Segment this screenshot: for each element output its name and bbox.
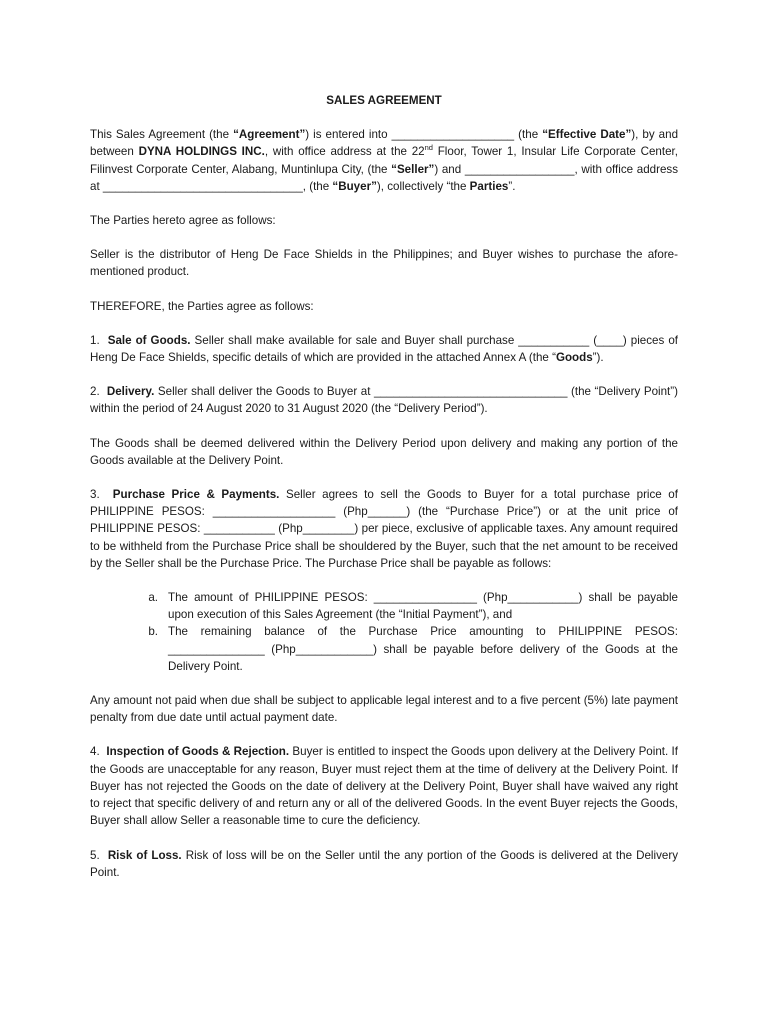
section-heading: Sale of Goods. [107, 333, 191, 347]
intro-paragraph [90, 126, 678, 195]
section-text: Buyer is entitled to inspect the Goods upon delivery at the Delivery Point. If the Goods are unacceptable for any reason, Buyer must reject them at the time of delivery at the Delivery Point. If Buyer has not rejected the Goods on the date of delivery at the Delivery Point, Buyer shall have waived any right to reject that specific delivery of and return any or all of the delivered Goods. In the event Buyer rejects the Goods, Buyer shall allow Seller a reasonable time to cure the deficiency. [90, 745, 678, 828]
section-1-sale-of-goods [90, 332, 678, 366]
recital-paragraph: Seller is the distributor of Heng De Face Shields in the Philippines; and Buyer wishes to purchase the afore-mentioned product. [90, 248, 678, 279]
buyer-term: “Buyer” [332, 179, 377, 193]
intro-text: Floor, Tower 1, Insular Life Corporate Center, Filinvest Corporate Center, Alabang, Muntinlupa City, (the [90, 145, 678, 176]
section-heading: Delivery. [106, 385, 155, 399]
section-heading: Purchase Price & Payments. [112, 488, 280, 502]
document-title: SALES AGREEMENT [326, 94, 442, 107]
list-item [90, 623, 678, 675]
agreement-term: “Agreement” [233, 128, 306, 142]
agree-line: The Parties hereto agree as follows: [90, 214, 276, 228]
section-number: 4. [90, 745, 100, 759]
section-number: 1. [90, 333, 100, 347]
therefore-line: THEREFORE, the Parties agree as follows: [90, 299, 314, 313]
agreement-body [90, 92, 678, 898]
section-text: Seller agrees to sell the Goods to Buyer for a total purchase price of PHILIPPINE PESOS: ___________________ (Php______) (the “Purchase Price”) or at the unit price of PHILIPPINE PESOS: ___________ (Php________) per piece, exclusive of applicable taxes. Any amount required to be withheld from the Purchase Price shall be shouldered by the Buyer, such that the net amount to be received by the Seller shall be the Purchase Price. The Purchase Price shall be payable as follows: [90, 488, 678, 570]
section-text: Risk of loss will be on the Seller until the any portion of the Goods is delivered at the Delivery Point. [90, 848, 678, 879]
section-4-inspection [90, 743, 678, 829]
section-2-delivery [90, 383, 678, 417]
effective-date-term: “Effective Date” [542, 128, 632, 142]
late-payment-paragraph: Any amount not paid when due shall be subject to applicable legal interest and to a five percent (5%) late payment penalty from due date until actual payment date. [90, 694, 678, 725]
intro-text: ) and _________________, with office address at _______________________________, (the [90, 162, 678, 193]
parties-term: Parties [469, 179, 509, 193]
section-3-purchase-price [90, 486, 678, 572]
list-marker: b. [148, 625, 158, 639]
section-text: Seller shall make available for sale and Buyer shall purchase ___________ (____) pieces of Heng De Face Shields, specific details of which are provided in the attached Annex A (the “ [90, 333, 678, 365]
section-number: 5. [90, 848, 100, 862]
goods-term: Goods [555, 351, 593, 365]
intro-text: ”. [508, 179, 516, 193]
section-number: 2. [90, 385, 100, 399]
intro-text: ), by and between [90, 128, 679, 159]
list-item-text: The remaining balance of the Purchase Price amounting to PHILIPPINE PESOS: _______________ (Php____________) shall be payable before delivery of the Goods at the Delivery Point. [168, 625, 678, 673]
list-item-text: The amount of PHILIPPINE PESOS: ________________ (Php___________) shall be payable upon execution of this Sales Agreement (the “Initial Payment”), and [168, 591, 678, 622]
section-heading: Inspection of Goods & Rejection. [106, 745, 290, 759]
section-number: 3. [90, 488, 100, 502]
list-item [90, 589, 678, 623]
delivery-deemed-paragraph: The Goods shall be deemed delivered within the Delivery Period upon delivery and making any portion of the Goods available at the Delivery Point. [90, 436, 678, 467]
seller-term: “Seller” [391, 162, 435, 176]
section-text: Seller shall deliver the Goods to Buyer at ______________________________ (the “Delivery Point”) within the period of 24 August 2020 to 31 August 2020 (the “Delivery Period”). [90, 385, 678, 416]
payment-schedule-list [90, 589, 678, 675]
intro-text: ), collectively “the [376, 179, 470, 193]
floor-ordinal-suffix: nd [424, 142, 433, 152]
intro-text: This Sales Agreement (the [90, 128, 234, 142]
seller-company-name: DYNA HOLDINGS INC. [138, 145, 265, 159]
section-heading: Risk of Loss. [107, 848, 182, 862]
list-marker: a. [148, 591, 158, 605]
intro-text: , with office address at the 22 [264, 145, 425, 159]
intro-text: ) is entered into ___________________ (the [305, 128, 543, 142]
section-text: ”). [592, 351, 604, 365]
section-5-risk-of-loss [90, 847, 678, 881]
